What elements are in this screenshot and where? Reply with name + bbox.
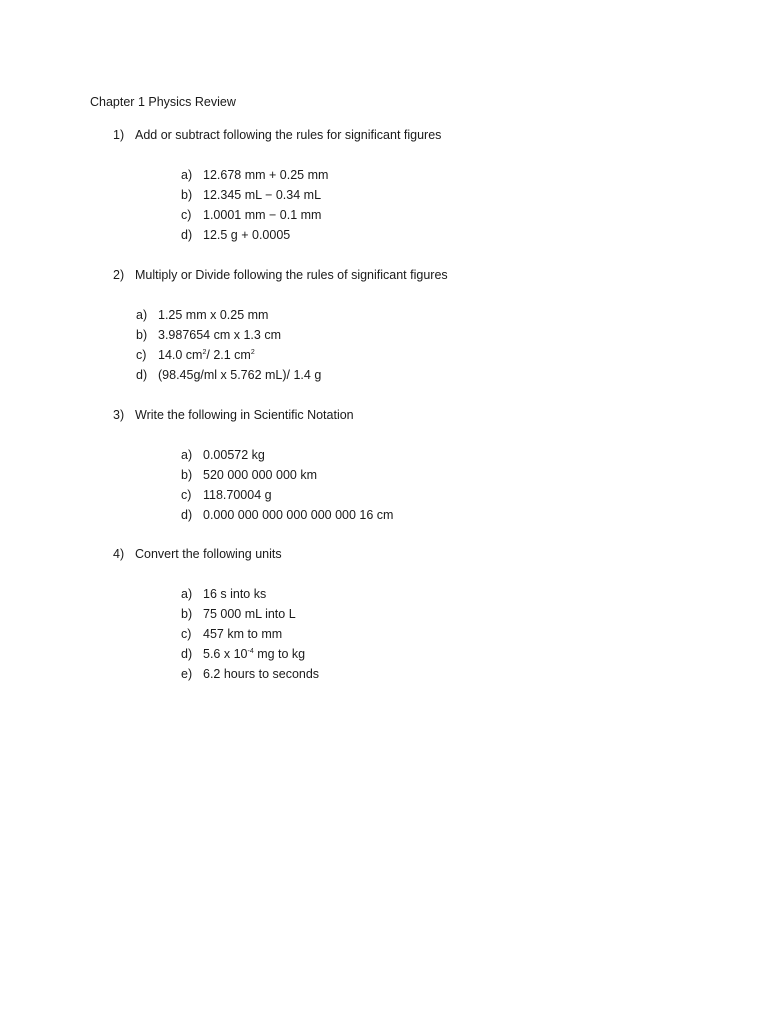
- item-text: [203, 644, 305, 664]
- item-letter: a): [181, 587, 193, 601]
- item-text-part: / 2.1 cm: [206, 348, 251, 362]
- list-item: [181, 485, 768, 505]
- item-text: 75 000 mL into L: [203, 607, 296, 621]
- item-letter: a): [136, 308, 148, 322]
- item-letter: c): [136, 348, 147, 362]
- item-text: 12.345 mL − 0.34 mL: [203, 188, 322, 202]
- item-text: 16 s into ks: [203, 587, 267, 601]
- item-letter: a): [181, 168, 193, 182]
- superscript: 2: [202, 349, 207, 356]
- item-text: 1.0001 mm − 0.1 mm: [203, 208, 322, 222]
- question-text: Convert the following units: [135, 547, 282, 561]
- item-text: 3.987654 cm x 1.3 cm: [158, 328, 281, 342]
- item-text-part: mg to kg: [253, 647, 306, 661]
- item-text-part: 5.6 x 10: [203, 647, 248, 661]
- item-letter: c): [181, 488, 192, 502]
- list-item: [136, 365, 736, 385]
- item-letter: d): [181, 228, 193, 242]
- question-number: 3): [113, 408, 125, 422]
- item-text: 520 000 000 000 km: [203, 468, 317, 482]
- item-letter: a): [181, 448, 193, 462]
- list-item: [181, 185, 768, 205]
- list-item: [181, 584, 768, 604]
- list-item: [181, 165, 768, 185]
- item-text: 457 km to mm: [203, 627, 283, 641]
- list-item: [136, 305, 736, 325]
- list-item: [136, 345, 736, 365]
- question-number: 4): [113, 547, 125, 561]
- list-item: [181, 624, 768, 644]
- superscript: 2: [250, 349, 255, 356]
- list-item: [181, 225, 768, 245]
- question-text: Write the following in Scientific Notation: [135, 408, 354, 422]
- item-text: 118.70004 g: [203, 488, 272, 502]
- item-text: 0.00572 kg: [203, 448, 265, 462]
- list-item: [181, 205, 768, 225]
- list-item: [181, 644, 768, 664]
- item-letter: c): [181, 208, 192, 222]
- list-item: [181, 505, 768, 525]
- item-text: [158, 345, 255, 365]
- item-text: 1.25 mm x 0.25 mm: [158, 308, 269, 322]
- item-text: 12.5 g + 0.0005: [203, 228, 291, 242]
- item-letter: d): [181, 508, 193, 522]
- page-title: Chapter 1 Physics Review: [90, 95, 236, 109]
- item-text: (98.45g/ml x 5.762 mL)/ 1.4 g: [158, 368, 322, 382]
- list-item: [181, 445, 768, 465]
- item-text: 12.678 mm + 0.25 mm: [203, 168, 329, 182]
- question-text: Multiply or Divide following the rules of significant figures: [135, 268, 448, 282]
- item-letter: d): [136, 368, 148, 382]
- question-number: 2): [113, 268, 125, 282]
- item-letter: d): [181, 647, 193, 661]
- item-letter: e): [181, 667, 193, 681]
- item-letter: b): [181, 607, 193, 621]
- list-item: [181, 604, 768, 624]
- question-text: Add or subtract following the rules for significant figures: [135, 128, 442, 142]
- item-text: 6.2 hours to seconds: [203, 667, 320, 681]
- item-text: 0.000 000 000 000 000 000 16 cm: [203, 508, 394, 522]
- list-item: [136, 325, 736, 345]
- item-letter: b): [136, 328, 148, 342]
- superscript: -4: [247, 648, 254, 655]
- item-text-part: 14.0 cm: [158, 348, 203, 362]
- list-item: [181, 465, 768, 485]
- item-letter: c): [181, 627, 192, 641]
- list-item: [181, 664, 768, 684]
- question-number: 1): [113, 128, 125, 142]
- item-letter: b): [181, 468, 193, 482]
- item-letter: b): [181, 188, 193, 202]
